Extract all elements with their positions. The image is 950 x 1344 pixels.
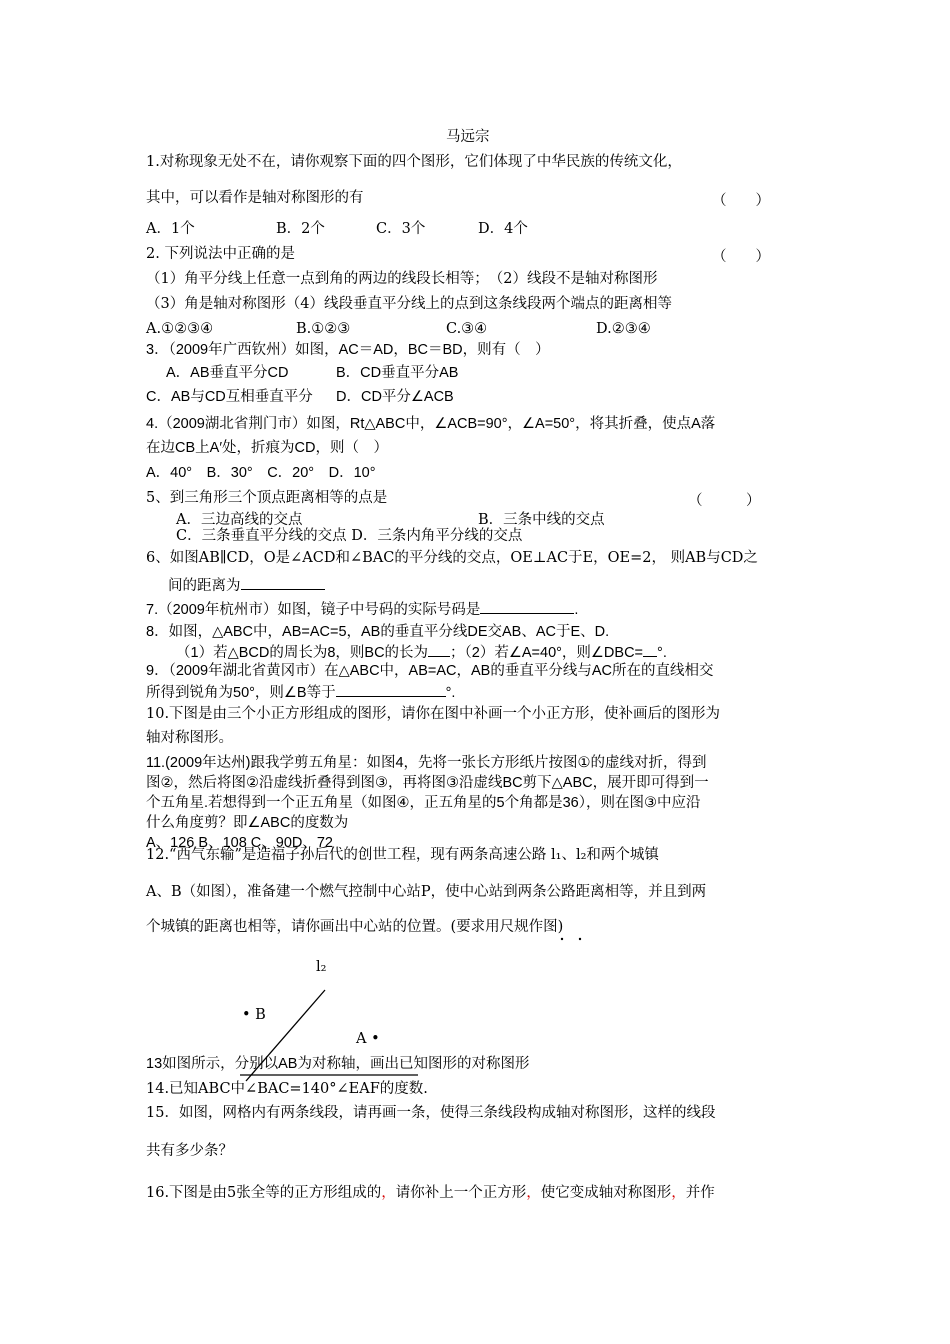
- q1-option-d: D．4个: [478, 221, 528, 237]
- q12-line1: 12.“西气东输”是造福子孙后代的创世工程，现有两条高速公路 l₁、l₂和两个城镇: [146, 847, 659, 863]
- q12-label-b: • B: [242, 1007, 266, 1023]
- q9-line2-text: 所得到锐角为50°，则∠B等于: [146, 685, 336, 701]
- q3-option-d: D．CD平分∠ACB: [336, 389, 454, 405]
- q16-line1: [146, 1184, 715, 1202]
- q4-line2: 在边CB上A′处，折痕为CD，则（ ）: [146, 440, 388, 456]
- q3-stem: 3．（2009年广西钦州）如图，AC＝AD，BC＝BD，则有（ ）: [146, 342, 550, 358]
- q11-line4: 什么角度剪？即∠ABC的度数为: [146, 815, 349, 831]
- q2-stem: 2. 下列说法中正确的是: [146, 246, 295, 262]
- q8-part1: （1）若△BCD的周长为8，则BC的长为: [176, 645, 429, 661]
- q10-line2: 轴对称图形。: [146, 730, 233, 746]
- q6-line2-text: 间的距离为: [168, 578, 241, 594]
- q2-statement-2: （3）角是轴对称图形（4）线段垂直平分线上的点到这条线段两个端点的距离相等: [146, 296, 672, 312]
- q13-text: 13如图所示，分别以AB为对称轴，画出已知图形的对称图形: [146, 1056, 530, 1072]
- q1-option-a: A．1个: [146, 221, 195, 237]
- q16-comma-2: ，: [526, 1185, 541, 1201]
- q16-part1: 16.下图是由5张全等的正方形组成的: [146, 1185, 382, 1201]
- q1-option-b: B．2个: [276, 221, 325, 237]
- q16-comma-1: ，: [381, 1185, 396, 1201]
- q6-line1: 6、如图AB∥CD，O是∠ACD和∠BAC的平分线的交点，OE⊥AC于E，OE=2， 则AB与CD之: [146, 550, 758, 566]
- q1-option-c: C．3个: [376, 221, 426, 237]
- q2-option-d: D.②③④: [596, 321, 651, 337]
- dot-mark: [561, 938, 563, 940]
- q7-end: .: [574, 602, 579, 618]
- q12-line2: A、B（如图），准备建一个燃气控制中心站P，使中心站到两条公路距离相等，并且到两: [146, 884, 707, 900]
- q16-part4: 并作: [685, 1185, 715, 1201]
- author-name: 马远宗: [446, 129, 490, 145]
- q3-option-a: A．AB垂直平分CD: [166, 365, 289, 381]
- q4-line1: 4.（2009湖北省荆门市）如图，Rt△ABC中，∠ACB=90°，∠A=50°，将其折叠，使点A落: [146, 416, 716, 432]
- q8-part2: ；（2）若∠A=40°，则∠DBC=: [450, 645, 644, 661]
- q2-statement-1: （1）角平分线上任意一点到角的两边的线段长相等； （2）线段不是轴对称图形: [146, 271, 658, 287]
- q2-option-b: B.①②③: [296, 321, 351, 337]
- q5-option-b: B．三条中线的交点: [478, 512, 605, 528]
- q15-line1: 15．如图，网格内有两条线段，请再画一条，使得三条线段构成轴对称图形，这样的线段: [146, 1105, 716, 1121]
- q5-option-cd: C．三条垂直平分线的交点 D．三条内角平分线的交点: [176, 528, 523, 544]
- q16-part2: 请你补上一个正方形: [395, 1185, 527, 1201]
- q14-text: 14.已知ABC中∠BAC=140°∠EAF的度数.: [146, 1081, 428, 1097]
- q12-label-l2: l₂: [316, 959, 327, 975]
- dot-mark: [579, 938, 581, 940]
- q8-line1: 8．如图，△ABC中，AB=AC=5，AB的垂直平分线DE交AB、AC于E、D.: [146, 624, 610, 640]
- q10-line1: 10.下图是由三个小正方形组成的图形，请你在图中补画一个小正方形，使补画后的图形为: [146, 706, 721, 722]
- q9-line1: 9．（2009年湖北省黄冈市）在△ABC中，AB=AC，AB的垂直平分线与AC所在的直线相交: [146, 663, 714, 679]
- q11-line5: A、126 B、108 C、90D、72: [146, 835, 333, 851]
- q5-answer-paren: （ ）: [688, 493, 761, 509]
- q5-stem: 5、到三角形三个顶点距离相等的点是: [146, 490, 388, 506]
- q2-option-a: A.①②③④: [146, 321, 214, 337]
- q12-label-a: A •: [356, 1031, 380, 1047]
- q3-option-c: C．AB与CD互相垂直平分: [146, 389, 313, 405]
- q8-end: °.: [657, 645, 667, 661]
- q5-option-a: A．三边高线的交点: [176, 512, 303, 528]
- q1-line2: 其中，可以看作是轴对称图形的有: [146, 190, 364, 206]
- q15-line2: 共有多少条？: [146, 1143, 233, 1159]
- q9-end: °.: [445, 685, 456, 701]
- q1-line1: 1.对称现象无处不在，请你观察下面的四个图形，它们体现了中华民族的传统文化，: [146, 154, 682, 170]
- q7-text: 7.（2009年杭州市）如图，镜子中号码的实际号码是: [146, 602, 481, 618]
- q4-options: A．40° B．30° C．20° D．10°: [146, 465, 376, 481]
- q3-option-b: B．CD垂直平分AB: [336, 365, 459, 381]
- q2-answer-paren: （ ）: [712, 249, 770, 265]
- q11-line3: 个五角星.若想得到一个正五角星（如图④，正五角星的5个角都是36），则在图③中应沿: [146, 795, 701, 811]
- q12-line3: 个城镇的距离也相等，请你画出中心站的位置。(要求用尺规作图): [146, 919, 564, 935]
- q1-answer-paren: （ ）: [712, 193, 770, 209]
- q11-line1: 11.(2009年达州)跟我学剪五角星：如图4，先将一张长方形纸片按图①的虚线对折，得到: [146, 755, 707, 771]
- q11-line2: 图②，然后将图②沿虚线折叠得到图③，再将图③沿虚线BC剪下△ABC，展开即可得到一: [146, 775, 709, 791]
- q16-part3: 使它变成轴对称图形: [540, 1185, 672, 1201]
- q2-option-c: C.③④: [446, 321, 488, 337]
- q16-comma-3: ，: [671, 1185, 686, 1201]
